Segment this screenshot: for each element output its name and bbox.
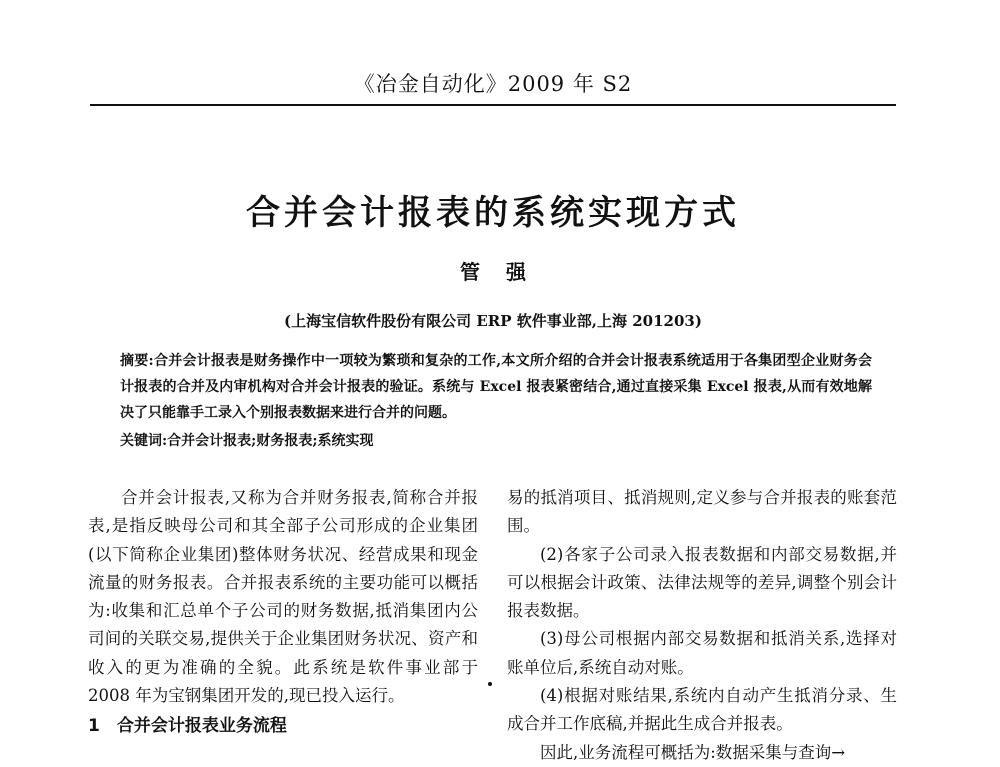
keywords <box>120 428 872 454</box>
section-heading: 1 合并会计报表业务流程 <box>88 716 287 737</box>
abstract <box>120 348 872 426</box>
body-paragraph: 合并会计报表,又称为合并财务报表,简称合并报表,是指反映母公司和其全部子公司形成的企业集团(以下简称企业集团)整体财务状况、经营成果和现金流量的财务报表。合并报表系统的主要功能可以概括为:收集和汇总单个子公司的财务数据,抵消集团内公司间的关联交易,提供关于企业集团财务状况、资产和收入的更为准确的全貌。此系统是软件事业部于 2008 年为宝钢集团开发的,现已投入运行。 <box>88 488 478 706</box>
body-paragraph: 因此,业务流程可概括为:数据采集与查询→ <box>540 742 846 762</box>
paper-author: 管强 <box>460 260 552 284</box>
scan-speck <box>488 682 492 686</box>
body-paragraph: (3)母公司根据内部交易数据和抵消关系,选择对账单位后,系统自动对账。 <box>507 629 897 677</box>
journal-header: 《冶金自动化》2009 年 S2 <box>353 72 633 96</box>
abstract-label: 摘要: <box>120 353 154 369</box>
abstract-text: 合并会计报表是财务操作中一项较为繁琐和复杂的工作,本文所介绍的合并会计报表系统适用于各集团型企业财务会计报表的合并及内审机构对合并会计报表的验证。系统与 Excel 报表紧密结合,通过直接采集 Excel 报表,从而有效地解决了只能靠手工录入个别报表数据来进行合并的问题。 <box>120 353 873 421</box>
keywords-text: 合并会计报表;财务报表;系统实现 <box>167 433 374 449</box>
body-paragraph: (2)各家子公司录入报表数据和内部交易数据,并可以根据会计政策、法律法规等的差异,调整个别会计报表数据。 <box>507 544 897 621</box>
body-column-left <box>88 484 478 741</box>
body-paragraph: 易的抵消项目、抵消规则,定义参与合并报表的账套范围。 <box>507 488 897 536</box>
paper-title: 合并会计报表的系统实现方式 <box>246 193 740 233</box>
paper-affiliation: (上海宝信软件股份有限公司 ERP 软件事业部,上海 201203) <box>284 312 702 330</box>
keywords-label: 关键词: <box>120 433 168 449</box>
body-paragraph: (4)根据对账结果,系统内自动产生抵消分录、生成合并工作底稿,并据此生成合并报表。 <box>507 686 897 734</box>
header-rule <box>90 104 896 106</box>
body-column-right <box>507 484 897 767</box>
